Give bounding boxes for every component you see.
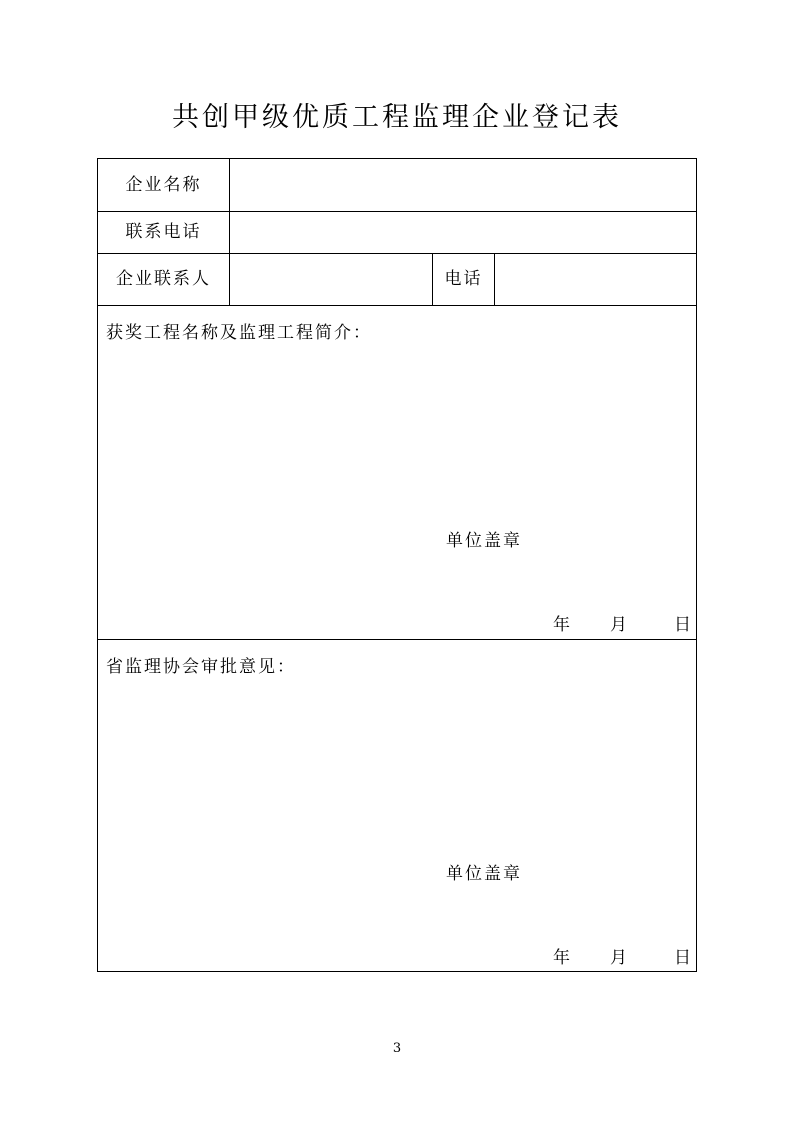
contact-person-label: 企业联系人 [116,269,211,289]
project-stamp-label: 单位盖章 [446,531,522,551]
approval-date-year: 年 [553,948,570,968]
company-name-row [98,159,696,212]
company-name-label-cell [98,159,230,211]
contact-person-label-cell [98,254,230,305]
approval-section-heading: 省监理协会审批意见： [106,657,296,677]
phone-label: 联系电话 [125,222,202,242]
approval-section [98,640,696,971]
project-date-day: 日 [674,615,691,635]
phone-row [98,212,696,254]
page-number: 3 [392,1041,402,1056]
contact-phone-field[interactable] [495,254,696,305]
approval-stamp-label: 单位盖章 [446,864,522,884]
phone-field[interactable] [230,212,696,253]
project-date-month: 月 [610,615,627,635]
page-title: 共创甲级优质工程监理企业登记表 [172,102,622,133]
project-section [98,306,696,640]
contact-person-field[interactable] [230,254,433,305]
approval-section-content[interactable] [106,680,686,840]
company-name-field[interactable] [230,159,696,211]
approval-date-day: 日 [674,948,691,968]
phone-label-cell [98,212,230,253]
project-section-content[interactable] [106,346,686,506]
contact-phone-label: 电话 [444,269,483,289]
project-date-year: 年 [553,615,570,635]
contact-row [98,254,696,306]
company-name-label: 企业名称 [125,174,202,195]
registration-form [97,158,697,972]
contact-phone-label-cell [433,254,495,305]
approval-date-month: 月 [610,948,627,968]
project-section-heading: 获奖工程名称及监理工程简介： [106,323,372,343]
